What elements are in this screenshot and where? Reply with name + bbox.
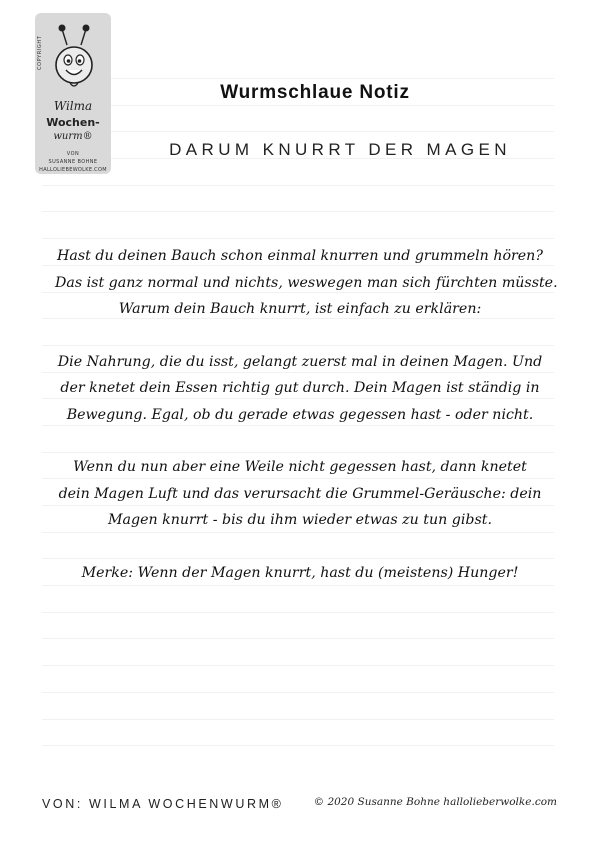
text-line: Warum dein Bauch knurrt, ist einfach zu erklären:: [118, 301, 482, 317]
footer-copyright: © 2020 Susanne Bohne hallolieberwolke.com: [313, 796, 557, 808]
paragraph: [55, 454, 545, 534]
logo-von: VON: [66, 151, 80, 157]
logo-author: SUSANNE BOHNE: [48, 159, 98, 165]
text-line: Wenn du nun aber eine Weile nicht gegessen hast, dann knetet: [73, 459, 527, 475]
paragraph-merke: [55, 560, 545, 587]
logo-copyright: COPYRIGHT: [37, 35, 43, 71]
text-line: dein Magen Luft und das verursacht die Grummel-Geräusche: dein: [58, 485, 542, 502]
paragraph: [55, 349, 545, 429]
text-line: Die Nahrung, die du isst, gelangt zuerst mal in deinen Magen. Und: [57, 353, 543, 370]
text-line: der knetet dein Essen richtig gut durch. Dein Magen ist ständig in: [60, 380, 540, 396]
page-subtitle: DARUM KNURRT DER MAGEN: [169, 140, 511, 159]
logo-name-line1: Wilma: [53, 99, 93, 113]
note-body: [55, 243, 558, 612]
logo-badge: [35, 13, 111, 174]
page-title: Wurmschlaue Notiz: [220, 82, 410, 103]
logo-site: HALLOLIEBEWOLKE.COM: [39, 167, 107, 173]
paragraph: [55, 243, 558, 323]
text-line: Hast du deinen Bauch schon einmal knurren und grummeln hören?: [57, 248, 543, 264]
text-line: Das ist ganz normal und nichts, weswegen man sich fürchten müsste.: [55, 274, 558, 291]
worm-mascot-icon: [51, 19, 97, 97]
text-line: Bewegung. Egal, ob du gerade etwas gegessen hast - oder nicht.: [66, 406, 534, 423]
text-line: Merke: Wenn der Magen knurrt, hast du (meistens) Hunger!: [81, 564, 519, 581]
text-line: Magen knurrt - bis du ihm wieder etwas zu tun gibst.: [108, 512, 492, 528]
footer-author: VON: WILMA WOCHENWURM®: [42, 797, 284, 811]
logo-name-line2: Wochen-: [46, 116, 100, 129]
logo-name-line3: wurm®: [53, 131, 93, 142]
